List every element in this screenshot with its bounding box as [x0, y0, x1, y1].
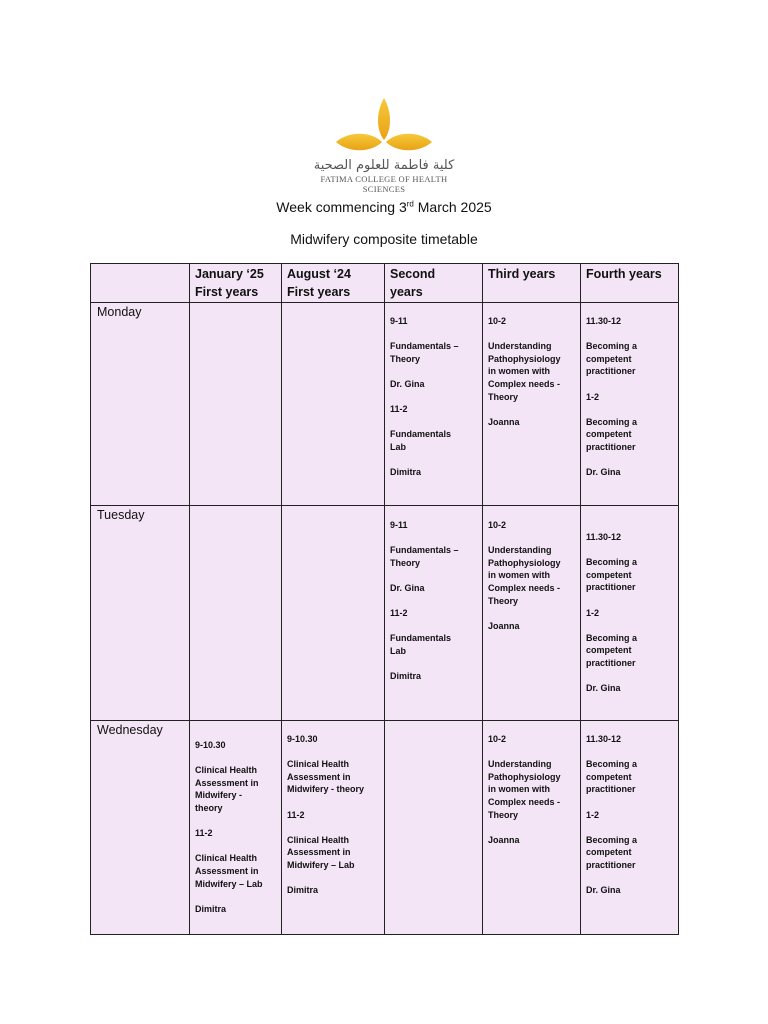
cell-fourth	[581, 721, 679, 935]
cell-line: 10-2	[488, 316, 507, 326]
cell-second	[385, 506, 483, 721]
cell-line: Theory	[488, 391, 519, 402]
cell-jan	[190, 721, 282, 935]
college-logo	[300, 96, 468, 194]
cell-line: Midwifery - theory	[287, 784, 365, 795]
cell-line: practitioner	[586, 441, 636, 452]
cell-line: 9-11	[390, 520, 408, 530]
cell-spacer	[390, 532, 477, 545]
cell-line: 1-2	[586, 391, 600, 402]
cell-spacer	[586, 544, 673, 557]
cell-line: Fundamentals –	[390, 341, 459, 352]
cell-line: Pathophysiology	[488, 557, 561, 568]
cell-line: 11-2	[287, 809, 305, 820]
cell-line: Theory	[390, 353, 421, 364]
day-label: Tuesday	[91, 506, 190, 721]
cell-spacer	[390, 454, 477, 467]
cell-line: Complex needs -	[488, 582, 561, 593]
header-aug24: August ‘24 First years	[282, 264, 385, 303]
cell-line: in women with	[488, 366, 550, 377]
cell-spacer	[390, 569, 477, 582]
timetable	[90, 263, 679, 935]
cell-spacer	[488, 532, 575, 545]
row-wednesday	[91, 721, 679, 935]
week-suffix: March 2025	[413, 199, 492, 215]
cell-line: Understanding	[488, 759, 552, 770]
cell-line: Joanna	[488, 834, 520, 845]
cell-spacer	[390, 620, 477, 633]
cell-spacer	[287, 872, 379, 885]
cell-jan	[190, 303, 282, 506]
cell-line: Clinical Health	[195, 765, 258, 776]
cell-line: Dimitra	[287, 885, 319, 896]
week-heading	[0, 199, 768, 215]
cell-line: Theory	[390, 557, 421, 568]
header-third-years: Third years	[483, 264, 581, 303]
cell-spacer	[390, 595, 477, 608]
cell-line: Pathophysiology	[488, 353, 561, 364]
cell-line: theory	[195, 802, 223, 813]
cell-line: Pathophysiology	[488, 771, 561, 782]
cell-aug	[282, 506, 385, 721]
cell-line: Fundamentals –	[390, 545, 459, 556]
cell-line: Theory	[488, 809, 519, 820]
cell-line: 11.30-12	[586, 532, 622, 542]
cell-spacer	[586, 378, 673, 391]
cell-second	[385, 721, 483, 935]
cell-spacer	[488, 403, 575, 416]
cell-line: 9-10.30	[287, 734, 318, 744]
cell-spacer	[586, 872, 673, 885]
cell-line: Joanna	[488, 620, 520, 631]
cell-line: 11.30-12	[586, 316, 622, 326]
cell-spacer	[195, 890, 276, 903]
cell-third	[483, 721, 581, 935]
cell-fourth	[581, 303, 679, 506]
cell-line: Dr. Gina	[390, 378, 425, 389]
cell-spacer	[586, 594, 673, 607]
cell-fourth	[581, 506, 679, 721]
cell-line: competent	[586, 353, 632, 364]
cell-spacer	[390, 365, 477, 378]
row-tuesday	[91, 506, 679, 721]
cell-line: Lab	[390, 645, 407, 656]
cell-spacer	[586, 619, 673, 632]
cell-line: Midwifery – Lab	[195, 878, 263, 889]
cell-line: Becoming a	[586, 759, 638, 770]
cell-line: 9-10.30	[195, 740, 226, 750]
cell-line: Fundamentals	[390, 633, 452, 644]
cell-line: in women with	[488, 570, 550, 581]
cell-third	[483, 303, 581, 506]
cell-spacer	[586, 328, 673, 341]
cell-line: practitioner	[586, 859, 636, 870]
cell-line: Understanding	[488, 341, 552, 352]
cell-line: Assessment in	[195, 865, 259, 876]
cell-line: Assessment in	[287, 847, 351, 858]
logo-arabic-text: كلية فاطمة للعلوم الصحية	[313, 158, 455, 173]
header-empty	[91, 264, 190, 303]
cell-line: Midwifery -	[195, 790, 243, 801]
cell-line: Understanding	[488, 545, 552, 556]
cell-line: Fundamentals	[390, 429, 452, 440]
cell-spacer	[488, 746, 575, 759]
cell-line: Assessment in	[195, 777, 259, 788]
cell-line: Complex needs -	[488, 796, 561, 807]
cell-spacer	[586, 403, 673, 416]
cell-line: 11.30-12	[586, 734, 622, 744]
cell-line: Assessment in	[287, 771, 351, 782]
cell-line: 1-2	[586, 607, 600, 618]
cell-line: Becoming a	[586, 632, 638, 643]
cell-aug	[282, 303, 385, 506]
cell-aug	[282, 721, 385, 935]
cell-line: competent	[586, 847, 632, 858]
cell-line: Dimitra	[390, 467, 422, 478]
header-second-years: Second years	[385, 264, 483, 303]
cell-line: competent	[586, 429, 632, 440]
header-jan25: January ‘25 First years	[190, 264, 282, 303]
cell-line: 11-2	[195, 828, 213, 839]
header-row	[91, 264, 679, 303]
cell-spacer	[287, 821, 379, 834]
cell-third	[483, 506, 581, 721]
cell-jan	[190, 506, 282, 721]
cell-spacer	[488, 821, 575, 834]
cell-spacer	[586, 821, 673, 834]
cell-spacer	[390, 328, 477, 341]
week-ordinal: rd	[406, 199, 414, 209]
cell-spacer	[195, 815, 276, 828]
cell-line: Clinical Health	[287, 834, 350, 845]
cell-line: Dr. Gina	[586, 683, 621, 694]
cell-line: 10-2	[488, 734, 507, 744]
cell-line: 9-11	[390, 316, 408, 326]
cell-line: Midwifery – Lab	[287, 859, 355, 870]
day-label: Monday	[91, 303, 190, 506]
cell-spacer	[390, 658, 477, 671]
cell-line: practitioner	[586, 582, 636, 593]
cell-line: Becoming a	[586, 834, 638, 845]
cell-line: competent	[586, 645, 632, 656]
cell-line: Complex needs -	[488, 378, 561, 389]
cell-spacer	[488, 328, 575, 341]
cell-line: competent	[586, 569, 632, 580]
cell-line: Dr. Gina	[586, 467, 621, 478]
cell-spacer	[195, 752, 276, 765]
timetable-title: Midwifery composite timetable	[290, 231, 478, 247]
cell-line: Dimitra	[390, 671, 422, 682]
cell-second	[385, 303, 483, 506]
cell-spacer	[390, 416, 477, 429]
cell-line: Clinical Health	[287, 759, 350, 770]
cell-line: Becoming a	[586, 557, 638, 568]
cell-spacer	[390, 391, 477, 404]
logo-english-text: FATIMA COLLEGE OF HEALTH SCIENCES	[320, 174, 448, 194]
week-prefix: Week commencing 3	[276, 199, 407, 215]
day-label: Wednesday	[91, 721, 190, 935]
cell-line: 1-2	[586, 809, 600, 820]
cell-spacer	[195, 840, 276, 853]
row-monday	[91, 303, 679, 506]
flower-logo-icon	[334, 96, 434, 156]
cell-line: Clinical Health	[195, 853, 258, 864]
cell-line: Dr. Gina	[390, 582, 425, 593]
cell-line: Dimitra	[195, 903, 227, 914]
cell-line: practitioner	[586, 784, 636, 795]
cell-line: Lab	[390, 441, 407, 452]
cell-line: 11-2	[390, 404, 408, 415]
cell-line: practitioner	[586, 366, 636, 377]
cell-spacer	[586, 746, 673, 759]
cell-line: competent	[586, 771, 632, 782]
cell-spacer	[488, 607, 575, 620]
cell-line: in women with	[488, 784, 550, 795]
cell-spacer	[586, 454, 673, 467]
cell-spacer	[586, 670, 673, 683]
cell-spacer	[287, 746, 379, 759]
cell-line: practitioner	[586, 657, 636, 668]
cell-line: Becoming a	[586, 341, 638, 352]
cell-spacer	[586, 796, 673, 809]
cell-line: 10-2	[488, 520, 507, 530]
cell-line: Becoming a	[586, 416, 638, 427]
header-fourth-years: Fourth years	[581, 264, 679, 303]
cell-spacer	[287, 796, 379, 809]
cell-line: 11-2	[390, 608, 408, 619]
cell-line: Dr. Gina	[586, 885, 621, 896]
cell-line: Joanna	[488, 416, 520, 427]
cell-line: Theory	[488, 595, 519, 606]
